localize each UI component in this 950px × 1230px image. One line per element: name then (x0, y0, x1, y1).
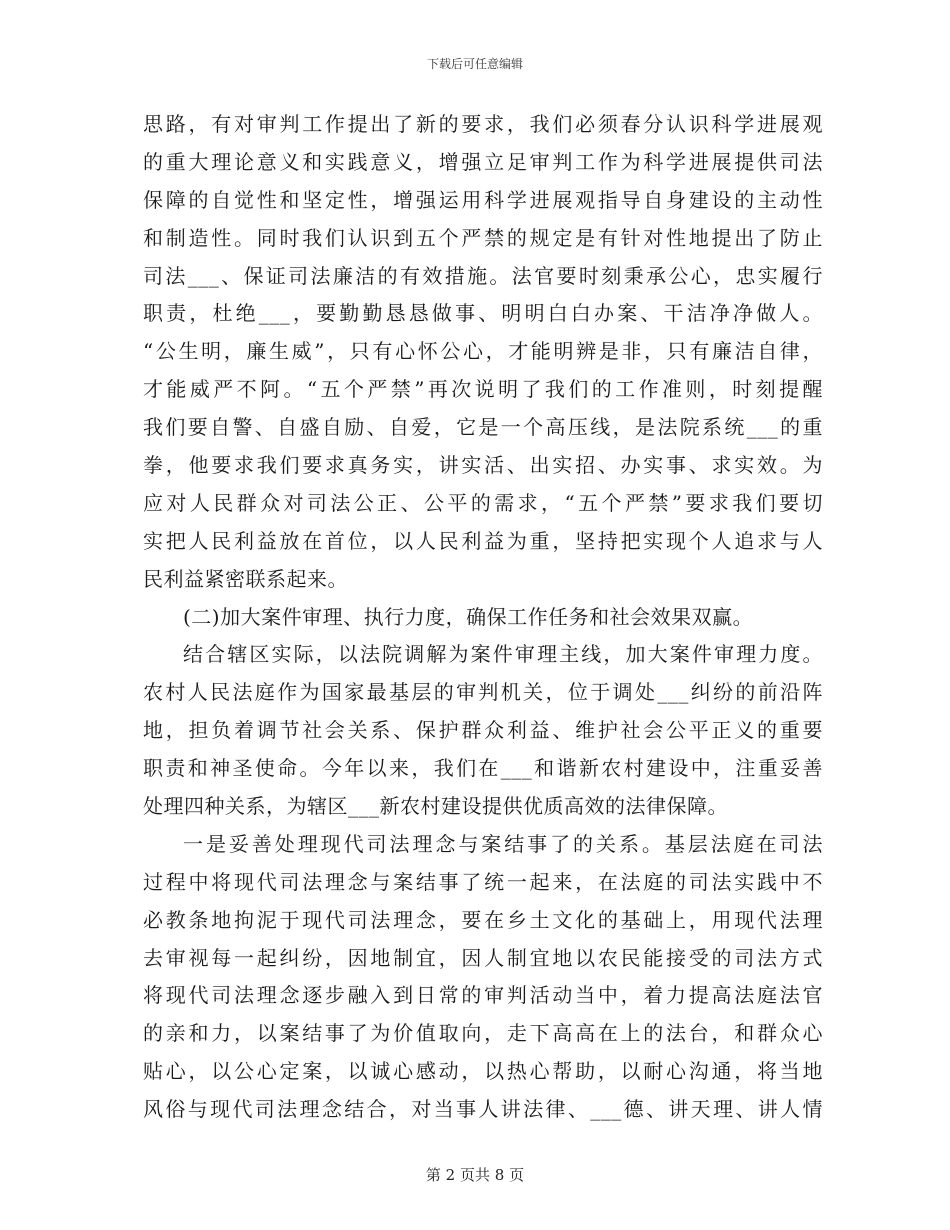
body-line: 保障的自觉性和坚定性，增强运用科学进展观指导自身建设的主动性 (143, 187, 823, 212)
body-line: 民利益紧密联系起来。 (143, 566, 348, 591)
body-line: 贴心，以公心定案，以诚心感动，以热心帮助，以耐心沟通，将当地 (143, 1059, 823, 1084)
body-line: 的重大理论意义和实践意义，增强立足审判工作为科学进展提供司法 (143, 149, 823, 174)
body-line: 的亲和力，以案结事了为价值取向，走下高高在上的法台，和群众心 (143, 1021, 823, 1046)
document-body (143, 106, 823, 1129)
body-line: 风俗与现代司法理念结合，对当事人讲法律、___德、讲天理、讲人情 (143, 1097, 823, 1122)
body-line: 拳，他要求我们要求真务实，讲实活、出实招、办实事、求实效。为 (143, 453, 823, 478)
body-line: 过程中将现代司法理念与案结事了统一起来，在法庭的司法实践中不 (143, 869, 823, 894)
body-line: 职责，杜绝___，要勤勤恳恳做事、明明白白办案、干洁净净做人。 (143, 301, 823, 326)
body-line: 地，担负着调节社会关系、保护群众利益、维护社会公平正义的重要 (143, 718, 823, 743)
page-footer-page-number: 第 2 页共 8 页 (425, 1166, 525, 1184)
body-line: 实把人民利益放在首位，以人民利益为重，坚持把实现个人追求与人 (143, 528, 823, 553)
body-line: 思路，有对审判工作提出了新的要求，我们必须春分认识科学进展观 (143, 112, 823, 136)
body-line: 农村人民法庭作为国家最基层的审判机关，位于调处___纠纷的前沿阵 (143, 680, 823, 705)
page-header-note: 下载后可任意编辑 (426, 57, 523, 71)
body-line: 应对人民群众对司法公正、公平的需求，“五个严禁”要求我们要切 (143, 490, 823, 515)
body-line: 必教条地拘泥于现代司法理念，要在乡土文化的基础上，用现代法理 (143, 907, 823, 932)
body-line: 司法___、保证司法廉洁的有效措施。法官要时刻秉承公心，忠实履行 (143, 263, 823, 288)
body-line: 和制造性。同时我们认识到五个严禁的规定是有针对性地提出了防止 (143, 225, 823, 250)
body-line: 职责和神圣使命。今年以来，我们在___和谐新农村建设中，注重妥善 (143, 756, 823, 781)
body-line: 将现代司法理念逐步融入到日常的审判活动当中，着力提高法庭法官 (143, 983, 823, 1008)
body-line: 我们要自警、自盛自励、自爱，它是一个高压线，是法院系统___的重 (143, 415, 823, 440)
body-line: 处理四种关系，为辖区___新农村建设提供优质高效的法律保障。 (143, 794, 728, 819)
body-line: 去审视每一起纠纷，因地制宜，因人制宜地以农民能接受的司法方式 (143, 945, 823, 970)
body-line: 一是妥善处理现代司法理念与案结事了的关系。基层法庭在司法 (183, 831, 823, 856)
body-line: 才能威严不阿。“五个严禁”再次说明了我们的工作准则，时刻提醒 (143, 377, 823, 402)
body-line: “公生明，廉生威”，只有心怀公心，才能明辨是非，只有廉洁自律， (143, 339, 823, 364)
body-line: 结合辖区实际，以法院调解为案件审理主线，加大案件审理力度。 (183, 642, 823, 667)
body-line: (二)加大案件审理、执行力度，确保工作任务和社会效果双赢。 (183, 604, 754, 629)
